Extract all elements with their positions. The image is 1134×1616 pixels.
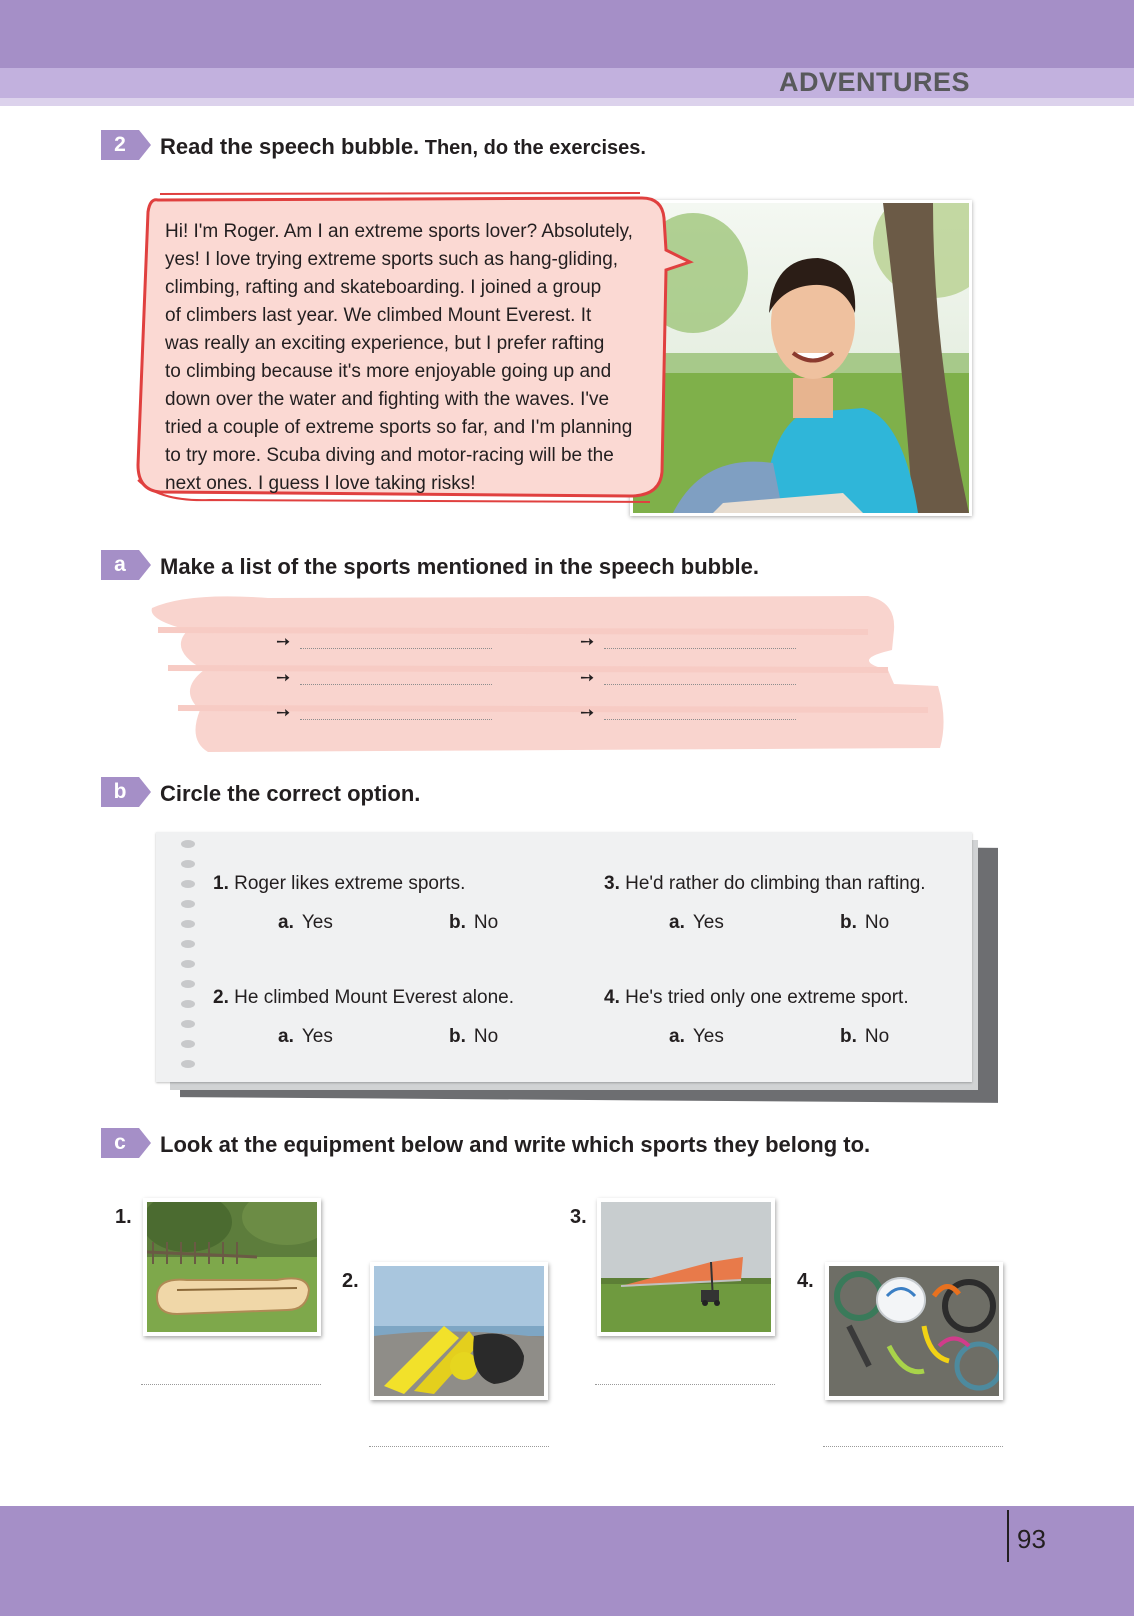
header-band [0, 0, 1134, 68]
option-text: No [473, 912, 499, 933]
scuba-gear-icon [374, 1266, 544, 1396]
exercise-2-badge [101, 130, 153, 160]
hang-glider-icon [601, 1202, 771, 1332]
exercise-number: 2 [114, 133, 126, 156]
answer-blank[interactable] [300, 675, 492, 685]
raft-photo [143, 1198, 321, 1336]
item-number: 4. [797, 1270, 814, 1292]
speech-line: was really an exciting experience, but I prefer rafting [165, 333, 605, 354]
speech-line: next ones. I guess I love taking risks! [165, 473, 476, 494]
arrow-icon: ➙ [276, 632, 291, 651]
question-4 [604, 987, 909, 1009]
list-line[interactable] [276, 668, 492, 688]
exercise-a-badge [101, 550, 153, 580]
option-text: Yes [301, 912, 333, 933]
exercise-c-heading: Look at the equipment below and write which sports they belong to. [160, 1132, 871, 1157]
notepad-holes [178, 836, 198, 1072]
speech-line: to try more. Scuba diving and motor-racing will be the [165, 445, 614, 466]
option-letter: a. [669, 1026, 685, 1047]
speech-line: to climbing because it's more enjoyable going up and [165, 361, 612, 382]
question-number: 4. [604, 987, 620, 1008]
question-text: He'd rather do climbing than rafting. [625, 873, 926, 894]
arrow-icon: ➙ [276, 703, 291, 722]
arrow-icon: ➙ [580, 668, 595, 687]
speech-bubble-text [165, 218, 657, 498]
question-number: 1. [213, 873, 229, 894]
exercise-letter: b [113, 780, 127, 803]
option-text: Yes [692, 912, 724, 933]
hang-glider-photo [597, 1198, 775, 1336]
option-text: No [864, 912, 890, 933]
question-number: 3. [604, 873, 620, 894]
exercise-2-heading [160, 134, 646, 160]
answer-blank[interactable] [369, 1446, 549, 1447]
header-thin-strip [0, 98, 1134, 106]
speech-line: Hi! I'm Roger. Am I an extreme sports lover? Absolutely, [165, 221, 633, 242]
answer-blank[interactable] [604, 675, 796, 685]
option-letter: b. [840, 912, 857, 933]
arrow-icon: ➙ [580, 632, 595, 651]
option-letter: b. [449, 1026, 466, 1047]
option-letter: a. [669, 912, 685, 933]
exercise-2-instruction-bold: Read the speech bubble. [160, 134, 420, 159]
question-number: 2. [213, 987, 229, 1008]
question-2 [213, 987, 514, 1009]
list-line[interactable] [580, 703, 796, 723]
list-line[interactable] [276, 632, 492, 652]
arrow-icon: ➙ [276, 668, 291, 687]
climbing-gear-icon [829, 1266, 999, 1396]
question-3 [604, 873, 926, 895]
option-letter: a. [278, 912, 294, 933]
option-letter: b. [840, 1026, 857, 1047]
brush-stroke-background [148, 590, 948, 755]
speech-line: yes! I love trying extreme sports such as hang-gliding, [165, 249, 619, 270]
exercise-c-badge [101, 1128, 153, 1158]
list-line[interactable] [276, 703, 492, 723]
page-number-rule [1007, 1510, 1009, 1562]
answer-blank[interactable] [823, 1446, 1003, 1447]
option-a[interactable] [278, 912, 333, 934]
exercise-letter: c [114, 1131, 126, 1154]
item-number: 2. [342, 1270, 359, 1292]
raft-icon [147, 1202, 317, 1332]
question-text: He's tried only one extreme sport. [625, 987, 909, 1008]
item-number: 1. [115, 1206, 132, 1228]
exercise-a-heading: Make a list of the sports mentioned in the speech bubble. [160, 554, 759, 579]
question-1 [213, 873, 465, 895]
answer-blank[interactable] [595, 1384, 775, 1385]
list-line[interactable] [580, 632, 796, 652]
option-text: Yes [301, 1026, 333, 1047]
option-text: No [864, 1026, 890, 1047]
unit-title: ADVENTURES [778, 67, 970, 97]
speech-line: of climbers last year. We climbed Mount Everest. It [165, 305, 592, 326]
option-b[interactable] [840, 912, 889, 934]
exercise-2-instruction-rest: Then, do the exercises. [419, 137, 646, 159]
option-text: No [473, 1026, 499, 1047]
speech-line: down over the water and fighting with the waves. I've [165, 389, 610, 410]
answer-blank[interactable] [604, 639, 796, 649]
question-text: He climbed Mount Everest alone. [234, 987, 515, 1008]
scuba-gear-photo [370, 1262, 548, 1400]
option-letter: b. [449, 912, 466, 933]
arrow-icon: ➙ [580, 703, 595, 722]
option-b[interactable] [449, 912, 498, 934]
answer-blank[interactable] [141, 1384, 321, 1385]
option-text: Yes [692, 1026, 724, 1047]
answer-blank[interactable] [300, 639, 492, 649]
speech-line: tried a couple of extreme sports so far, and I'm planning [165, 417, 633, 438]
speech-line: climbing, rafting and skateboarding. I joined a group [165, 277, 602, 298]
climbing-gear-photo [825, 1262, 1003, 1400]
option-b[interactable] [840, 1026, 889, 1048]
page-number: 93 [1017, 1524, 1046, 1554]
question-text: Roger likes extreme sports. [234, 873, 466, 894]
exercise-letter: a [114, 553, 126, 576]
answer-blank[interactable] [604, 710, 796, 720]
option-a[interactable] [669, 1026, 724, 1048]
item-number: 3. [570, 1206, 587, 1228]
option-letter: a. [278, 1026, 294, 1047]
footer-band [0, 1506, 1134, 1616]
list-line[interactable] [580, 668, 796, 688]
exercise-b-badge [101, 777, 153, 807]
option-a[interactable] [278, 1026, 333, 1048]
option-b[interactable] [449, 1026, 498, 1048]
exercise-b-heading: Circle the correct option. [160, 781, 421, 806]
option-a[interactable] [669, 912, 724, 934]
answer-blank[interactable] [300, 710, 492, 720]
